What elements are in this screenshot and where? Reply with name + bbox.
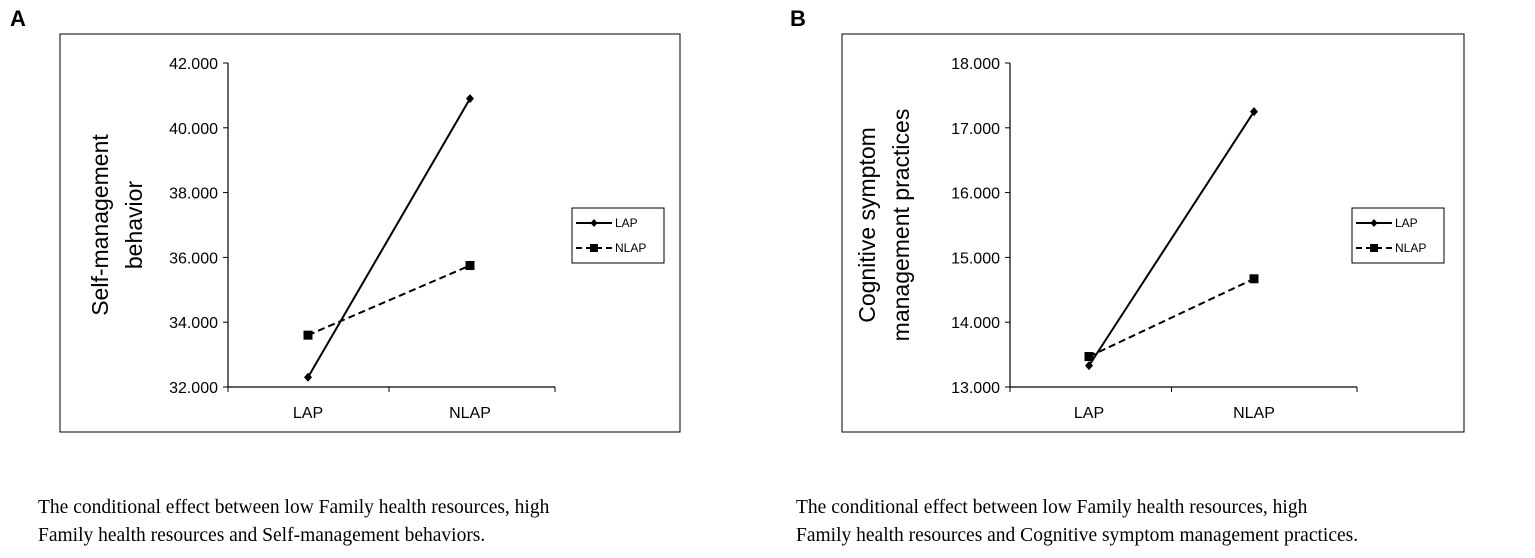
caption-line: Family health resources and Cognitive symptom management practices. xyxy=(796,525,1359,546)
chart-panel-a xyxy=(0,0,760,558)
legend-label-lap: LAP xyxy=(1395,216,1418,230)
y-axis-label: management practices xyxy=(888,108,914,342)
data-point-nlap xyxy=(466,261,475,270)
x-tick-label: NLAP xyxy=(1233,405,1275,422)
series-line-lap xyxy=(1089,112,1254,366)
y-tick-label: 14.000 xyxy=(951,315,1000,333)
panel-label: B xyxy=(790,6,806,31)
legend-marker-nlap xyxy=(590,244,598,252)
figure-caption xyxy=(796,494,1535,550)
series-line-lap xyxy=(308,99,470,378)
x-tick-label: LAP xyxy=(292,405,324,422)
x-tick-label: LAP xyxy=(1073,405,1105,422)
y-tick-label: 18.000 xyxy=(951,56,1000,73)
x-tick-label: NLAP xyxy=(449,405,491,422)
legend-label-lap: LAP xyxy=(615,216,638,230)
series-line-nlap xyxy=(308,266,470,336)
y-tick-label: 42.000 xyxy=(169,56,218,73)
y-tick-label: 17.000 xyxy=(951,120,1000,138)
chart-a xyxy=(0,0,760,480)
series-line-nlap xyxy=(1089,279,1254,357)
y-tick-label: 38.000 xyxy=(169,185,218,203)
legend-marker-nlap xyxy=(1370,244,1378,252)
caption-line: The conditional effect between low Family health resources, high xyxy=(796,497,1308,518)
data-point-nlap xyxy=(304,331,313,340)
data-point-nlap xyxy=(1085,352,1094,361)
y-axis-label: Self-management xyxy=(87,134,113,316)
y-tick-label: 15.000 xyxy=(951,250,1000,268)
chart-panel-b xyxy=(780,0,1535,558)
y-tick-label: 13.000 xyxy=(951,380,1000,397)
y-tick-label: 36.000 xyxy=(169,250,218,268)
legend-label-nlap: NLAP xyxy=(1395,241,1427,255)
y-tick-label: 16.000 xyxy=(951,185,1000,203)
caption-line: The conditional effect between low Family health resources, high xyxy=(38,497,550,518)
y-tick-label: 32.000 xyxy=(169,380,218,397)
chart-b xyxy=(780,0,1535,480)
y-axis-label: Cognitive symptom xyxy=(854,127,880,323)
y-tick-label: 40.000 xyxy=(169,120,218,138)
panel-label: A xyxy=(10,6,26,31)
y-tick-label: 34.000 xyxy=(169,315,218,333)
y-axis-label: behavior xyxy=(121,180,147,270)
data-point-nlap xyxy=(1250,274,1259,283)
legend-label-nlap: NLAP xyxy=(615,241,647,255)
caption-line: Family health resources and Self-management behaviors. xyxy=(38,525,486,546)
figure-caption xyxy=(38,494,758,550)
